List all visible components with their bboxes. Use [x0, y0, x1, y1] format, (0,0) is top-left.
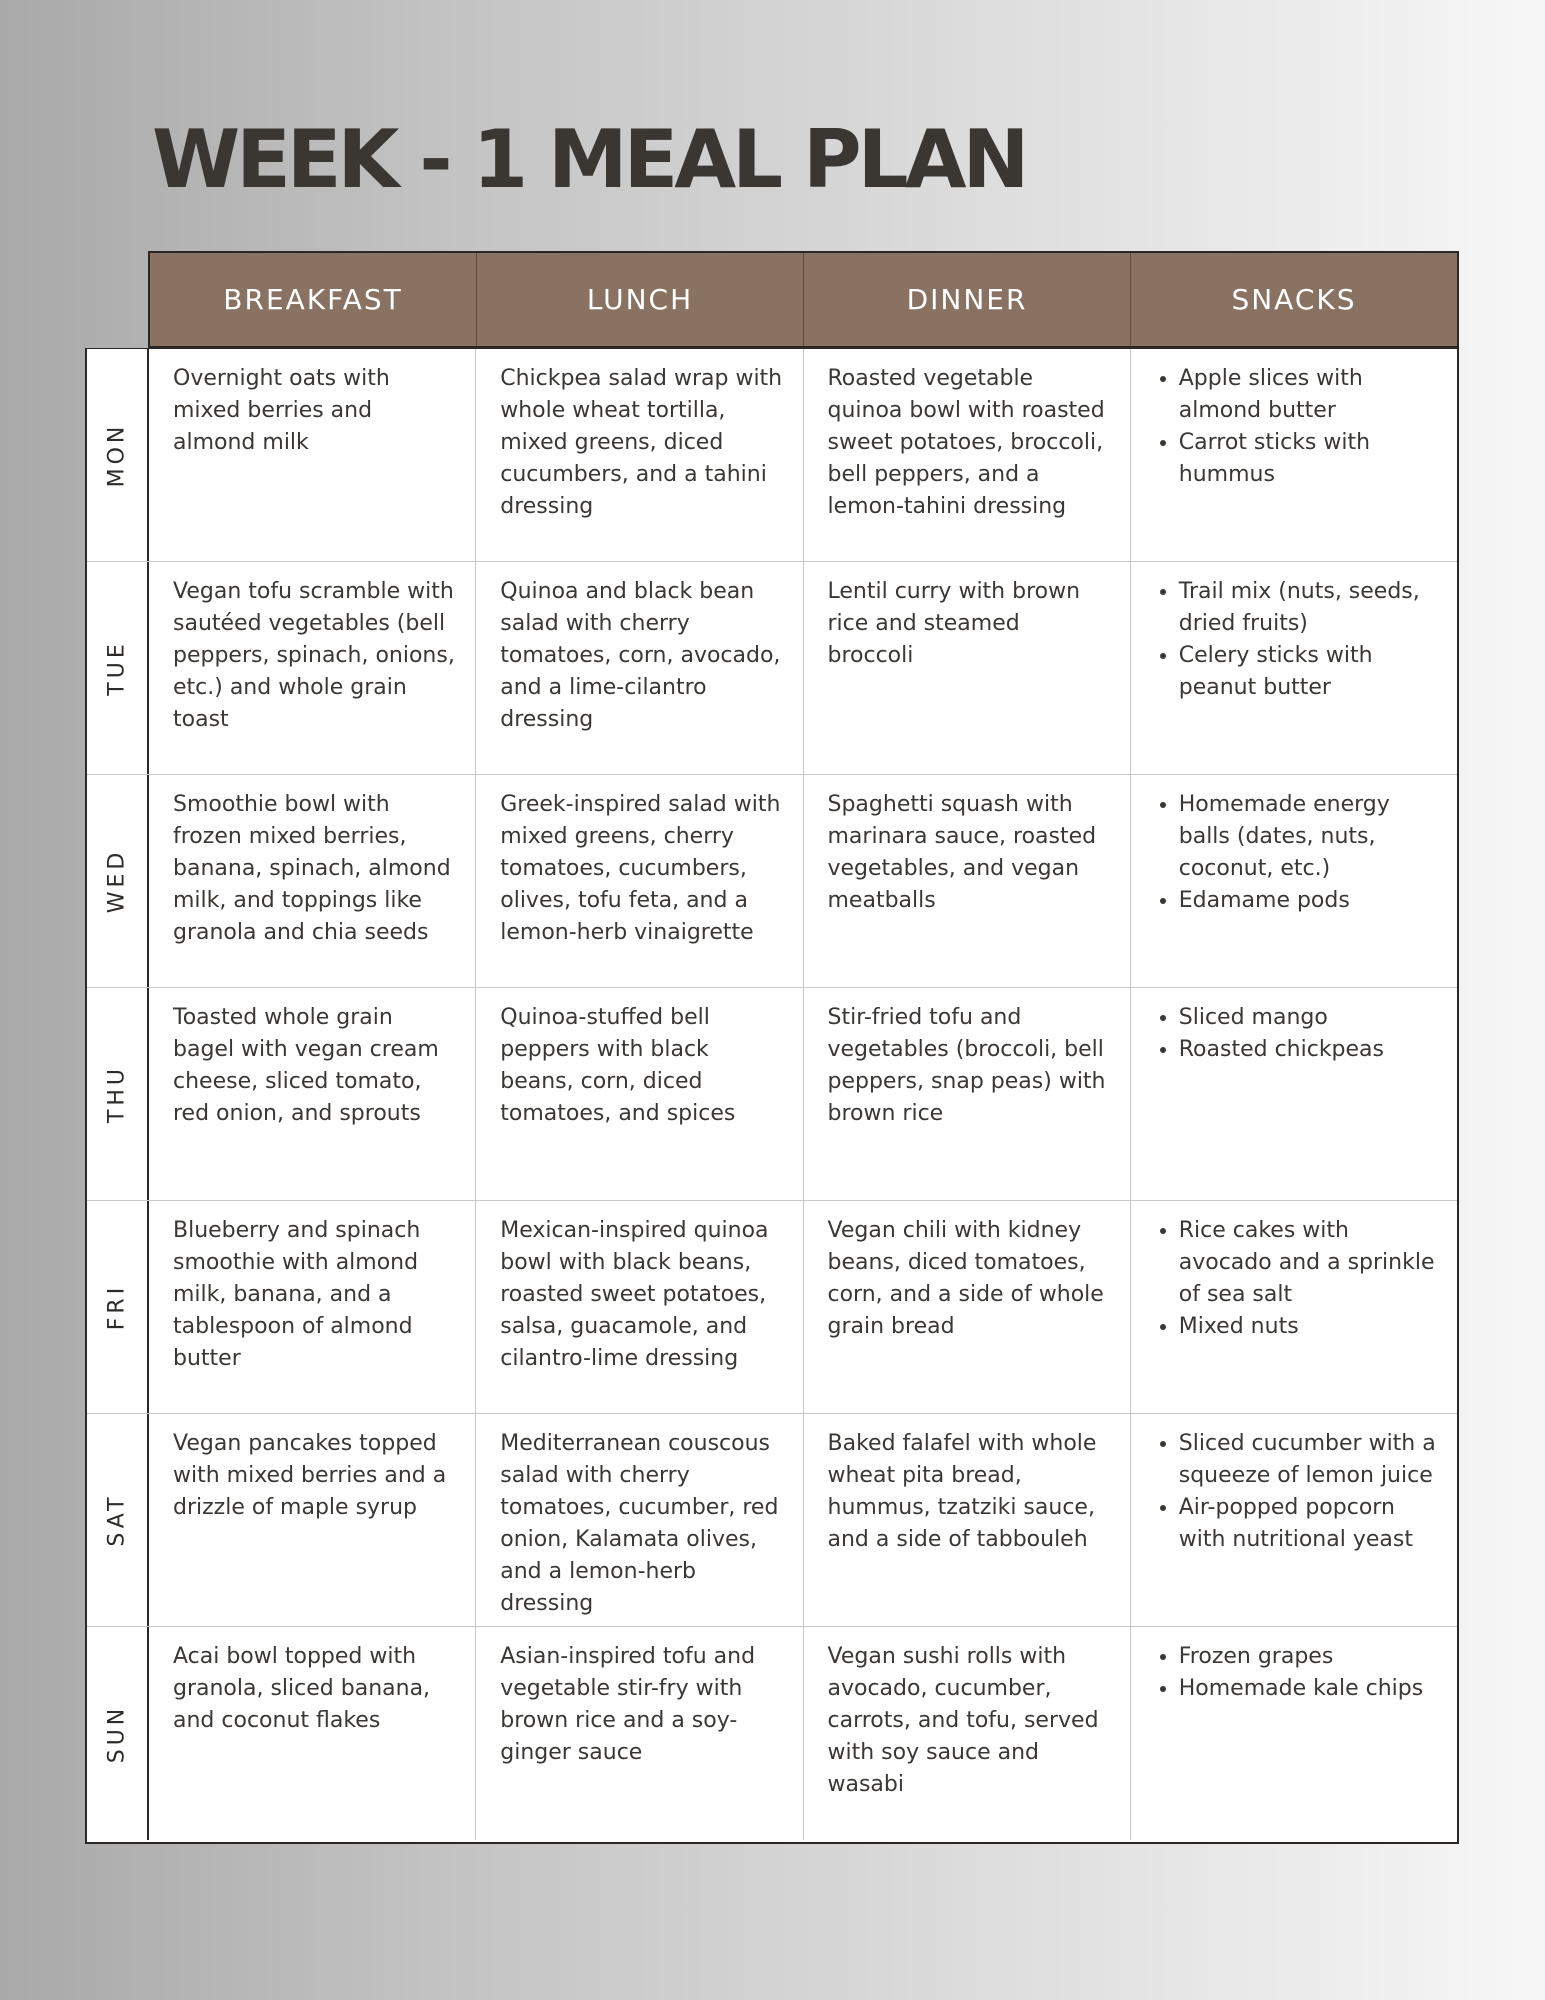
day-cell: [87, 1414, 149, 1626]
snack-item: • Mixed nuts: [1179, 1311, 1439, 1343]
day-label: WED: [104, 848, 130, 914]
meal-plan-table: [85, 348, 1459, 1844]
snack-item: • Air-popped popcorn with nutritional yeast: [1179, 1492, 1439, 1556]
breakfast-cell: Smoothie bowl with frozen mixed berries, banana, spinach, almond milk, and toppings like granola and chia seeds: [149, 775, 476, 987]
snacks-list: [1155, 1428, 1439, 1556]
day-cell: [87, 562, 149, 774]
snacks-list: [1155, 1215, 1439, 1343]
day-cell: [87, 349, 149, 561]
breakfast-cell: Toasted whole grain bagel with vegan cream cheese, sliced tomato, red onion, and sprouts: [149, 988, 476, 1200]
table-row-tue: [87, 562, 1457, 775]
snack-item: • Edamame pods: [1179, 885, 1439, 917]
breakfast-cell: Acai bowl topped with granola, sliced banana, and coconut flakes: [149, 1627, 476, 1840]
dinner-cell: Baked falafel with whole wheat pita bread, hummus, tzatziki sauce, and a side of tabbouleh: [804, 1414, 1131, 1626]
breakfast-cell: Vegan tofu scramble with sautéed vegetables (bell peppers, spinach, onions, etc.) and whole grain toast: [149, 562, 476, 774]
column-header-snacks: SNACKS: [1231, 283, 1357, 316]
snack-item: • Homemade kale chips: [1179, 1673, 1439, 1705]
day-cell: [87, 775, 149, 987]
snacks-list: [1155, 1002, 1439, 1066]
lunch-cell: Mediterranean couscous salad with cherry tomatoes, cucumber, red onion, Kalamata olives, and a lemon-herb dressing: [476, 1414, 803, 1626]
breakfast-cell: Blueberry and spinach smoothie with almond milk, banana, and a tablespoon of almond butter: [149, 1201, 476, 1413]
snacks-list: [1155, 789, 1439, 917]
lunch-cell: Chickpea salad wrap with whole wheat tortilla, mixed greens, diced cucumbers, and a tahini dressing: [476, 349, 803, 561]
page-title: WEEK - 1 MEAL PLAN: [152, 113, 1026, 206]
snack-item: • Frozen grapes: [1179, 1641, 1439, 1673]
lunch-cell: Quinoa-stuffed bell peppers with black beans, corn, diced tomatoes, and spices: [476, 988, 803, 1200]
column-header-lunch: LUNCH: [477, 253, 804, 346]
snacks-list: [1155, 576, 1439, 704]
lunch-cell: Greek-inspired salad with mixed greens, cherry tomatoes, cucumbers, olives, tofu feta, and a lemon-herb vinaigrette: [476, 775, 803, 987]
column-header-breakfast: BREAKFAST: [150, 253, 477, 346]
day-cell: [87, 1201, 149, 1413]
column-header-row: [148, 251, 1459, 348]
table-row-thu: [87, 988, 1457, 1201]
lunch-cell: Asian-inspired tofu and vegetable stir-fry with brown rice and a soy-ginger sauce: [476, 1627, 803, 1840]
snacks-cell: [1131, 349, 1457, 561]
table-row-wed: [87, 775, 1457, 988]
day-label: MON: [104, 422, 130, 488]
snack-item: • Sliced cucumber with a squeeze of lemon juice: [1179, 1428, 1439, 1492]
dinner-cell: Roasted vegetable quinoa bowl with roasted sweet potatoes, broccoli, bell peppers, and a lemon-tahini dressing: [804, 349, 1131, 561]
snack-item: • Roasted chickpeas: [1179, 1034, 1439, 1066]
snack-item: • Sliced mango: [1179, 1002, 1439, 1034]
snack-item: • Carrot sticks with hummus: [1179, 427, 1439, 491]
snack-item: • Trail mix (nuts, seeds, dried fruits): [1179, 576, 1439, 640]
snacks-list: [1155, 1641, 1439, 1705]
table-row-mon: [87, 349, 1457, 562]
snacks-cell: [1131, 1201, 1457, 1413]
table-row-fri: [87, 1201, 1457, 1414]
column-header-dinner: DINNER: [804, 253, 1131, 346]
lunch-cell: Quinoa and black bean salad with cherry tomatoes, corn, avocado, and a lime-cilantro dressing: [476, 562, 803, 774]
breakfast-cell: Overnight oats with mixed berries and almond milk: [149, 349, 476, 561]
day-label: FRI: [104, 1283, 130, 1331]
day-cell: [87, 988, 149, 1200]
table-row-sat: [87, 1414, 1457, 1627]
day-label: SUN: [104, 1704, 130, 1763]
dinner-cell: Vegan sushi rolls with avocado, cucumber, carrots, and tofu, served with soy sauce and wasabi: [804, 1627, 1131, 1840]
snack-item: • Apple slices with almond butter: [1179, 363, 1439, 427]
dinner-cell: Lentil curry with brown rice and steamed broccoli: [804, 562, 1131, 774]
dinner-cell: Stir-fried tofu and vegetables (broccoli, bell peppers, snap peas) with brown rice: [804, 988, 1131, 1200]
breakfast-cell: Vegan pancakes topped with mixed berries and a drizzle of maple syrup: [149, 1414, 476, 1626]
snack-item: • Homemade energy balls (dates, nuts, coconut, etc.): [1179, 789, 1439, 885]
day-label: TUE: [104, 640, 130, 696]
snacks-cell: [1131, 775, 1457, 987]
lunch-cell: Mexican-inspired quinoa bowl with black beans, roasted sweet potatoes, salsa, guacamole, and cilantro-lime dressing: [476, 1201, 803, 1413]
dinner-cell: Vegan chili with kidney beans, diced tomatoes, corn, and a side of whole grain bread: [804, 1201, 1131, 1413]
snacks-cell: [1131, 1627, 1457, 1840]
day-label: SAT: [104, 1493, 130, 1547]
snacks-cell: [1131, 562, 1457, 774]
snacks-cell: [1131, 988, 1457, 1200]
dinner-cell: Spaghetti squash with marinara sauce, roasted vegetables, and vegan meatballs: [804, 775, 1131, 987]
day-label: THU: [104, 1064, 130, 1124]
snack-item: • Celery sticks with peanut butter: [1179, 640, 1439, 704]
snack-item: • Rice cakes with avocado and a sprinkle of sea salt: [1179, 1215, 1439, 1311]
day-cell: [87, 1627, 149, 1840]
table-row-sun: [87, 1627, 1457, 1840]
snacks-cell: [1131, 1414, 1457, 1626]
snacks-list: [1155, 363, 1439, 491]
